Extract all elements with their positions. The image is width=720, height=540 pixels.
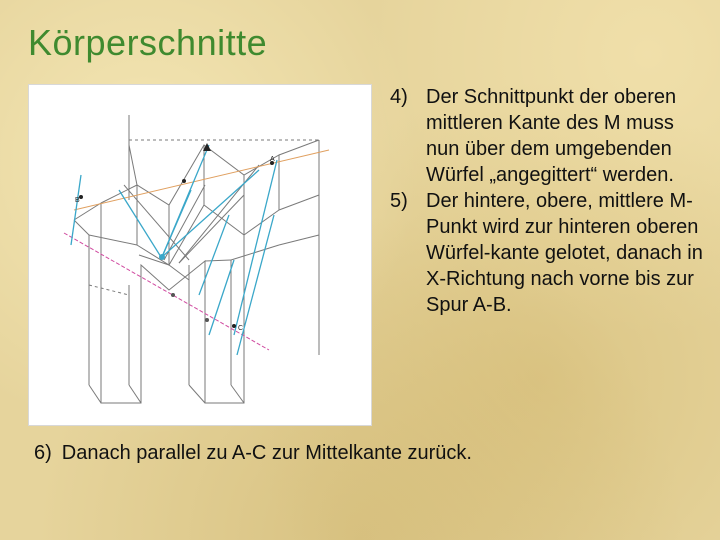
construction-figure — [28, 84, 372, 426]
step-item-4 — [390, 84, 710, 188]
m-shape-cube-drawing — [29, 85, 371, 425]
magenta-guide-line — [64, 233, 269, 350]
slide-title: Körperschnitte — [28, 22, 268, 63]
steps-list — [390, 84, 710, 318]
step-number: 6) — [34, 442, 52, 464]
cyan-construction-lines — [71, 145, 277, 355]
step-number: 4) — [390, 86, 408, 108]
construction-points — [79, 143, 274, 328]
step-text: Danach parallel zu A-C zur Mittelkante zurück. — [61, 442, 472, 464]
point-label-c: C — [238, 325, 244, 332]
construction-edges — [74, 115, 319, 403]
point-label-b: B — [75, 197, 80, 204]
step-number: 5) — [390, 190, 408, 212]
step-text: Der Schnittpunkt der oberen mittleren Kante des M muss nun über dem umgebenden Würfel „angegittert“ werden. — [426, 86, 677, 186]
orange-guide-line — [74, 150, 329, 210]
step-item-5 — [390, 188, 710, 318]
point-label-a: A — [270, 156, 275, 163]
step-text: Der hintere, obere, mittlere M-Punkt wird zur hinteren oberen Würfel-kante gelotet, danach in X-Richtung nach vorne bis zur Spur A-B. — [426, 190, 703, 316]
final-step — [34, 440, 694, 466]
